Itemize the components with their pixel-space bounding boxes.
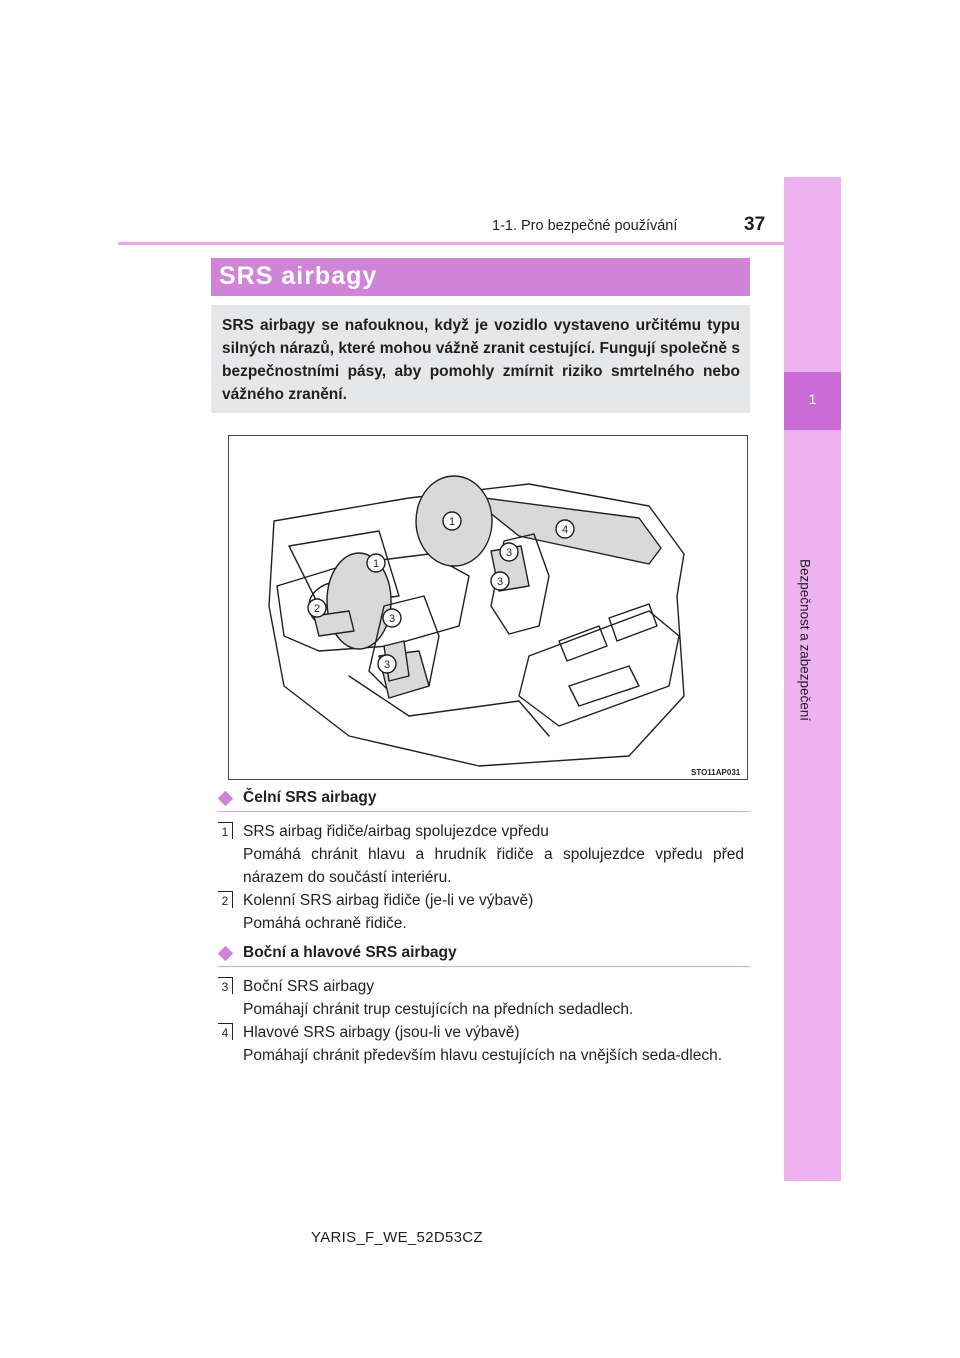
diamond-icon bbox=[218, 791, 234, 807]
callout-label: 1 bbox=[448, 516, 456, 528]
document-code: YARIS_F_WE_52D53CZ bbox=[311, 1229, 483, 1246]
item-description: Pomáhají chránit především hlavu cestujících na vnějších seda-dlech. bbox=[243, 1047, 723, 1064]
item-title: Hlavové SRS airbagy (jsou-li ve výbavě) bbox=[243, 1024, 520, 1041]
section-title: 1-1. Pro bezpečné používání bbox=[492, 218, 678, 234]
car-interior-drawing bbox=[229, 436, 747, 779]
subheading-rule bbox=[218, 966, 750, 967]
callout-label: 3 bbox=[388, 613, 396, 625]
item-number: 4 bbox=[218, 1023, 233, 1040]
header-divider bbox=[118, 242, 784, 245]
airbag-illustration bbox=[228, 435, 748, 780]
side-tab bbox=[784, 177, 841, 1181]
page-number: 37 bbox=[744, 214, 766, 235]
callout-label: 3 bbox=[505, 547, 513, 559]
callout-label: 2 bbox=[313, 603, 321, 615]
subheading-rule bbox=[218, 811, 750, 812]
item-number: 2 bbox=[218, 891, 233, 908]
subheading-front: Čelní SRS airbagy bbox=[243, 789, 377, 806]
item-number: 1 bbox=[218, 822, 233, 839]
callout-label: 1 bbox=[372, 558, 380, 570]
item-description: Pomáhá chránit hlavu a hrudník řidiče a spolujezdce vpředu před nárazem do součástí interiéru. bbox=[243, 846, 744, 886]
item-description: Pomáhají chránit trup cestujících na předních sedadlech. bbox=[243, 1001, 634, 1018]
callout-label: 3 bbox=[496, 576, 504, 588]
item-title: Kolenní SRS airbag řidiče (je-li ve výbavě) bbox=[243, 892, 534, 909]
item-title: SRS airbag řidiče/airbag spolujezdce vpředu bbox=[243, 823, 549, 840]
page-title: SRS airbagy bbox=[219, 262, 378, 290]
callout-label: 4 bbox=[561, 524, 569, 536]
figure-code: STO11AP031 bbox=[691, 768, 741, 777]
diamond-icon bbox=[218, 946, 234, 962]
chapter-title: Bezpečnost a zabezpečení bbox=[797, 558, 813, 722]
item-title: Boční SRS airbagy bbox=[243, 978, 374, 995]
item-description: Pomáhá ochraně řidiče. bbox=[243, 915, 407, 932]
subheading-side: Boční a hlavové SRS airbagy bbox=[243, 944, 457, 961]
callout-label: 3 bbox=[383, 659, 391, 671]
intro-text: SRS airbagy se nafouknou, když je vozidlo vystaveno určitému typu silných nárazů, které mohou vážně zranit cestující. Fungují společně s bezpečnostními pásy, aby pomohly zmírnit riziko smrtelného nebo vážného zranění. bbox=[222, 317, 740, 403]
item-number: 3 bbox=[218, 977, 233, 994]
chapter-number: 1 bbox=[808, 391, 817, 407]
